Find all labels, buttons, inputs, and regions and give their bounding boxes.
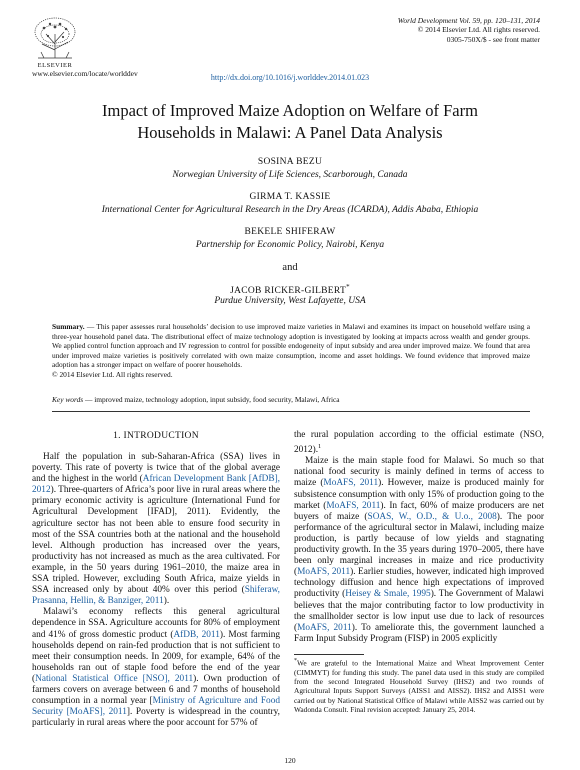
paragraph-text: ). Earlier studies, however, indicated high improved technology diffusion and hence high expectations of improved productivity ( xyxy=(294,567,544,600)
citation-link[interactable]: AfDB, 2011 xyxy=(173,629,220,640)
author-name: SOSINA BEZU xyxy=(257,157,323,167)
paragraph-text: ). Own production of farmers covers on average between 6 and 7 months of household consumption in a normal year [ xyxy=(32,673,280,707)
body-paragraph xyxy=(32,452,280,607)
citation-link[interactable]: MoAFS, 2011 xyxy=(326,500,381,511)
journal-copyright: © 2014 Elsevier Ltd. All rights reserved. xyxy=(417,25,540,35)
footnote xyxy=(294,657,544,714)
citation-link[interactable]: African Development Bank [AfDB], 2012 xyxy=(32,474,280,496)
paragraph-text: ). In fact, 60% of maize producers are net buyers of maize ( xyxy=(294,500,545,522)
citation-link[interactable]: SOAS, W., O.D., & U.o., 2008 xyxy=(367,511,497,522)
footnote-marker[interactable]: * xyxy=(346,283,350,291)
paragraph-text: ). The Government of Malawi believes that the major contributing factor to low productivity in the smallholder sector is low input use due to lack of resources ( xyxy=(294,589,544,633)
paper-title-line: Households in Malawi: A Panel Data Analysis xyxy=(137,123,443,142)
paper-title-line: Impact of Improved Maize Adoption on Welfare of Farm xyxy=(102,101,478,120)
body-paragraph xyxy=(32,607,280,729)
publisher-logo-text: ELSEVIER xyxy=(37,62,73,69)
paragraph-text: ). Three-quarters of Africa’s poor live in rural areas where the primary economic activity is agriculture (International Fund for Agricultural Development [IFAD], 2011). Evidently, the agriculture sector has not been able to ensure food security in most of the SSA countries both at the national and the household level. Although production has increased over the years, productivity has not increased as much as the area cultivated. For example, in the 50 years during 1961–2010, the maize area in SSA tripled. However, excluding South Africa, maize yields in SSA increased only by about 40% over this period ( xyxy=(32,485,280,596)
paper-title xyxy=(40,100,540,144)
paragraph-text: ). The poor performance of the agricultural sector in Malawi, including maize production, is partly because of low yields and stagnating productivity growth. In the 35 years during 1970–2005, there have been only marginal increases in maize and rice productivity ( xyxy=(294,511,544,578)
paragraph-text: Malawi’s economy reflects this general agricultural dependence in SSA. Agriculture accounts for 80% of employment and 41% of gross domestic product ( xyxy=(32,607,280,640)
elsevier-tree-icon xyxy=(28,14,82,70)
abstract-label: Summary. xyxy=(52,322,85,331)
divider xyxy=(52,411,530,412)
citation-link[interactable]: MoAFS, 2011 xyxy=(297,622,352,633)
paragraph-text: Maize is the main staple food for Malawi. So much so that national food security is mainly defined in terms of access to maize ( xyxy=(294,456,544,489)
paragraph-text: ]. Poverty is widespread in the country, particularly in rural areas where the poor account for 57% of xyxy=(32,707,280,729)
footnote-text: We are grateful to the International Maize and Wheat Improvement Center (CIMMYT) for funding this study. The panel data used in this study are compiled from the second Integrated Household Survey (IHS2) and two rounds of Agricultural Inputs Support Surveys (AISS1 and AISS2). IHS2 and AISS1 were carried out by National Statistical Office of Malawi while AISS2 was carried out by Wadonda Consult. Final revision accepted: January 25, 2014. xyxy=(294,658,544,714)
body-paragraph xyxy=(294,430,544,456)
paragraph-text: ). To ameliorate this, the government launched a Farm Input Subsidy Program (FISP) in 2005 explicitly xyxy=(294,622,544,644)
abstract-copyright: © 2014 Elsevier Ltd. All rights reserved. xyxy=(52,369,173,379)
abstract-text: — This paper assesses rural households’ decision to use improved maize varieties in Malawi and examines its impact on household welfare using a three-year household panel data. The distributional effect of maize technology adoption is investigated by looking at impacts across wealth and gender groups. We applied control function approach and IV regression to control for possible endogeneity of input subsidy and area under improved maize. We found that area under improved maize varieties is positively correlated with own maize consumption, income and asset holdings. We found evidence that improved maize adoption has a stronger impact on welfare of poorer households. xyxy=(52,322,530,370)
paragraph-text: ). However, maize is produced mainly for subsistence consumption with only 15% of production going to the market ( xyxy=(294,478,544,511)
journal-issn: 0305-750X/$ - see front matter xyxy=(446,34,540,44)
doi-link[interactable]: http://dx.doi.org/10.1016/j.worlddev.2014.01.023 xyxy=(210,73,370,82)
author-affiliation: Norwegian University of Life Sciences, Scarborough, Canada xyxy=(172,170,408,180)
keywords xyxy=(52,395,530,404)
paragraph-text: ). Most farming households depend on rain-fed production that is not sufficient to meet their consumption needs. In 2009, for example, 64% of the households ran out of staple food before the end of the year ( xyxy=(32,629,280,684)
journal-url[interactable]: www.elsevier.com/locate/worlddev xyxy=(32,69,138,78)
author-name-corresponding xyxy=(0,283,580,296)
section-heading: 1. INTRODUCTION xyxy=(113,431,199,441)
footnote-divider xyxy=(294,654,364,655)
citation-link[interactable]: Shiferaw, Prasanna, Hellin, & Banziger, 2011 xyxy=(32,585,280,607)
author-name: JACOB RICKER-GILBERT xyxy=(230,286,347,297)
body-paragraph xyxy=(294,456,544,645)
keywords-text: — improved maize, technology adoption, input subsidy, food security, Malawi, Africa xyxy=(83,395,340,404)
author-affiliation: Partnership for Economic Policy, Nairobi, Kenya xyxy=(195,240,385,250)
body-column-right xyxy=(294,430,544,645)
citation-link[interactable]: Ministry of Agriculture and Food Security [MoAFS], 2011 xyxy=(32,696,280,718)
citation-link[interactable]: MoAFS, 2011 xyxy=(323,478,379,489)
page-number: 120 xyxy=(284,756,296,765)
author-affiliation: International Center for Agricultural Research in the Dry Areas (ICARDA), Addis Ababa, Ethiopia xyxy=(101,205,479,215)
author-conjunction: and xyxy=(282,262,298,273)
journal-info xyxy=(398,16,540,44)
author-name: GIRMA T. KASSIE xyxy=(249,192,331,202)
footnote-marker: * xyxy=(294,658,297,664)
body-column-left xyxy=(32,452,280,729)
author-affiliation: Purdue University, West Lafayette, USA xyxy=(214,296,366,306)
citation-link[interactable]: MoAFS, 2011 xyxy=(297,567,351,578)
journal-citation: World Development Vol. 59, pp. 120–131, 2014 xyxy=(397,16,540,25)
keywords-label: Key words xyxy=(52,395,84,404)
paragraph-text: the rural population according to the official estimate (NSO, 2012). xyxy=(294,430,544,456)
paragraph-text: Half the population in sub-Saharan-Africa (SSA) lives in poverty. This rate of poverty is twice that of the global average and the highest in the world ( xyxy=(32,452,280,485)
citation-link[interactable]: Heisey & Smale, 1995 xyxy=(345,589,431,600)
publisher-logo xyxy=(28,14,82,70)
footnote-ref[interactable]: 1 xyxy=(318,443,322,451)
citation-link[interactable]: National Statistical Office [NSO], 2011 xyxy=(35,673,194,684)
paragraph-text: ). xyxy=(163,596,170,607)
abstract xyxy=(52,322,530,380)
author-name: BEKELE SHIFERAW xyxy=(244,227,336,237)
